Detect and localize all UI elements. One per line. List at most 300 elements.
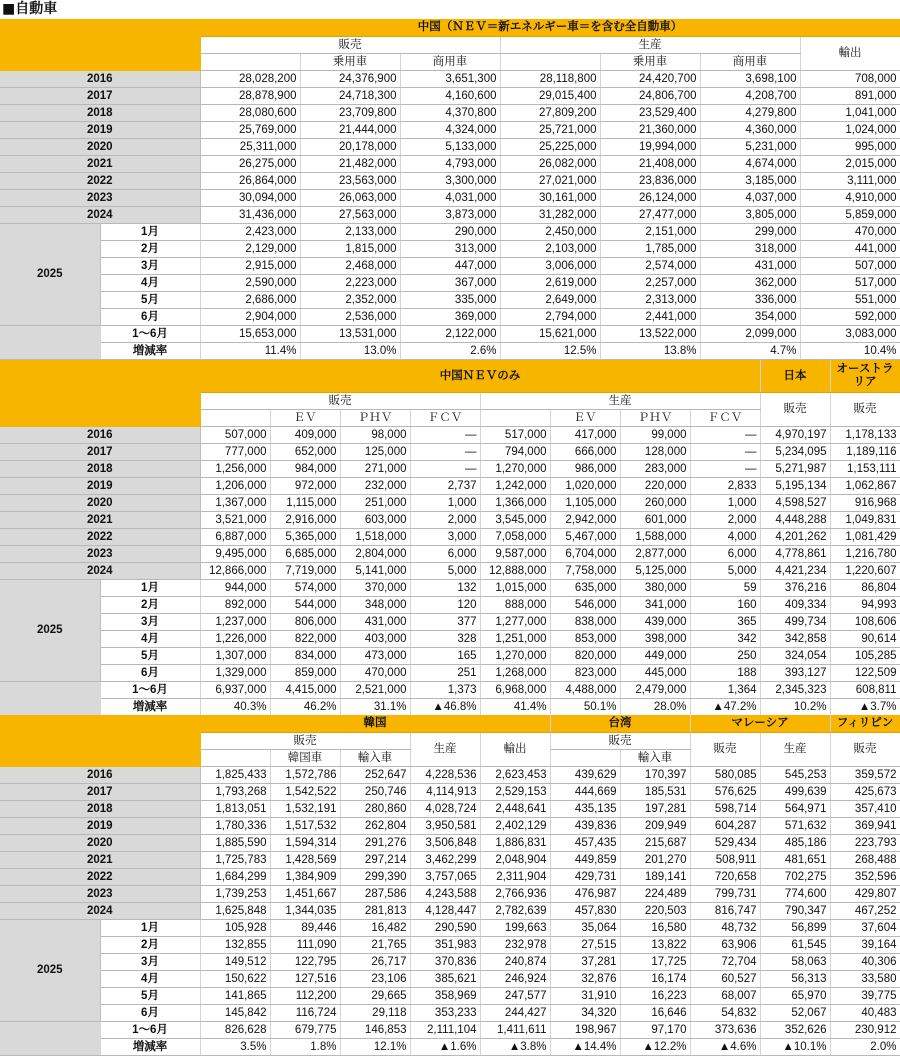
table-cell: 4,028,724 — [410, 800, 480, 817]
table-cell: 3,545,000 — [480, 511, 550, 528]
table-cell: 2.6% — [400, 342, 500, 359]
table-cell: ▲3.8% — [480, 1038, 550, 1055]
table-cell: 24,718,300 — [300, 87, 400, 104]
table-cell: 60,527 — [690, 970, 760, 987]
table-row — [0, 698, 900, 715]
table-cell: 1,886,831 — [480, 834, 550, 851]
table-cell: 19,994,000 — [600, 138, 700, 155]
table-cell: 417,000 — [550, 426, 620, 443]
table-cell: 29,118 — [340, 1004, 410, 1021]
table-cell: 2,311,904 — [480, 868, 550, 885]
table-cell: 444,669 — [550, 783, 620, 800]
table-cell: 150,622 — [200, 970, 270, 987]
year-label: 2020 — [0, 138, 200, 155]
table-cell: 1,384,909 — [270, 868, 340, 885]
table-cell: 29,665 — [340, 987, 410, 1004]
period-label: 4月 — [100, 630, 200, 647]
table-cell: 1,081,429 — [830, 528, 900, 545]
table-cell: 15,653,000 — [200, 325, 300, 342]
table-row — [0, 562, 900, 579]
table-cell: 271,000 — [340, 460, 410, 477]
page-title: ■自動車 — [2, 1, 58, 17]
table-cell: 37,281 — [550, 953, 620, 970]
table-cell: 37,604 — [830, 919, 900, 936]
table-cell: 351,983 — [410, 936, 480, 953]
table-cell: 12,888,000 — [480, 562, 550, 579]
year-2025-label: 2025 — [0, 919, 100, 1021]
table-cell: 125,000 — [340, 443, 410, 460]
period-label: 4月 — [100, 274, 200, 291]
table-cell: 4,201,262 — [760, 528, 830, 545]
table-cell: 986,000 — [550, 460, 620, 477]
table-cell: 529,434 — [690, 834, 760, 851]
table-cell: 31,282,000 — [500, 206, 600, 223]
table-cell: 377 — [410, 613, 480, 630]
table-cell: 6,704,000 — [550, 545, 620, 562]
table-cell: 185,531 — [620, 783, 690, 800]
table-cell: 2.0% — [830, 1038, 900, 1055]
table-cell: 16,646 — [620, 1004, 690, 1021]
table-cell: 5,133,000 — [400, 138, 500, 155]
table-cell: 336,000 — [700, 291, 800, 308]
table-cell: 3,000 — [410, 528, 480, 545]
table-cell: 517,000 — [480, 426, 550, 443]
table-cell: 342,858 — [760, 630, 830, 647]
table-cell: 160 — [690, 596, 760, 613]
table-cell: 369,000 — [400, 308, 500, 325]
table-cell: 28,028,200 — [200, 70, 300, 87]
asia-countries-table — [0, 715, 900, 1056]
table-cell: 353,233 — [410, 1004, 480, 1021]
table-cell: 822,000 — [270, 630, 340, 647]
table-cell: 201,270 — [620, 851, 690, 868]
table-cell: 1,251,000 — [480, 630, 550, 647]
table-cell: 3,950,581 — [410, 817, 480, 834]
japan-header: 日本 — [760, 360, 830, 392]
table-cell: 111,090 — [270, 936, 340, 953]
table-cell: 398,000 — [620, 630, 690, 647]
table-cell: 4,037,000 — [700, 189, 800, 206]
year-2025-label-continued — [0, 325, 100, 359]
table-cell: 1,049,831 — [830, 511, 900, 528]
table-cell: 132,855 — [200, 936, 270, 953]
table-cell: 9,495,000 — [200, 545, 270, 562]
table-cell: 1,813,051 — [200, 800, 270, 817]
table-cell: 31,910 — [550, 987, 620, 1004]
table-row — [0, 460, 900, 477]
table-cell: 603,000 — [340, 511, 410, 528]
table-cell: 20,178,000 — [300, 138, 400, 155]
table-cell: 4,415,000 — [270, 681, 340, 698]
table-cell: 3,185,000 — [700, 172, 800, 189]
table-row — [0, 766, 900, 783]
table-cell: 1,451,667 — [270, 885, 340, 902]
period-label: 増減率 — [100, 342, 200, 359]
table-cell: 1,572,786 — [270, 766, 340, 783]
period-label: 1月 — [100, 919, 200, 936]
table-cell: 25,769,000 — [200, 121, 300, 138]
table-cell: 28,118,800 — [500, 70, 600, 87]
table-cell: 1,015,000 — [480, 579, 550, 596]
year-label: 2022 — [0, 172, 200, 189]
table-cell: 799,731 — [690, 885, 760, 902]
table-cell: 108,606 — [830, 613, 900, 630]
year-label: 2024 — [0, 206, 200, 223]
table-cell: 6,937,000 — [200, 681, 270, 698]
table-cell: 891,000 — [800, 87, 900, 104]
table-cell: 28,080,600 — [200, 104, 300, 121]
table-cell: 21,360,000 — [600, 121, 700, 138]
table-cell: 4,488,000 — [550, 681, 620, 698]
table-cell: 27,809,200 — [500, 104, 600, 121]
production-group-header: 生産 — [500, 36, 800, 53]
table-cell: 702,275 — [760, 868, 830, 885]
period-label: 1～6月 — [100, 1021, 200, 1038]
table-cell: 666,000 — [550, 443, 620, 460]
table-cell: 342 — [690, 630, 760, 647]
table-cell: 546,000 — [550, 596, 620, 613]
year-2025-label: 2025 — [0, 223, 100, 325]
table-cell: 4,674,000 — [700, 155, 800, 172]
table-cell: 777,000 — [200, 443, 270, 460]
period-label: 1～6月 — [100, 681, 200, 698]
table-cell: 447,000 — [400, 257, 500, 274]
table-row — [0, 189, 900, 206]
table-cell: — — [410, 443, 480, 460]
table-row — [0, 868, 900, 885]
year-2025-label-continued — [0, 681, 100, 715]
table-cell: 1,364 — [690, 681, 760, 698]
table-cell: 291,276 — [340, 834, 410, 851]
table-cell: 122,795 — [270, 953, 340, 970]
table-cell: 4,793,000 — [400, 155, 500, 172]
table-cell: 2,352,000 — [300, 291, 400, 308]
nev-production-group-header: 生産 — [480, 392, 760, 409]
table-cell: 23,709,800 — [300, 104, 400, 121]
table-cell: 365 — [690, 613, 760, 630]
table-cell: 507,000 — [800, 257, 900, 274]
table-cell: 1,428,569 — [270, 851, 340, 868]
table-cell: 457,830 — [550, 902, 620, 919]
table-cell: 5,467,000 — [550, 528, 620, 545]
table-cell: 215,687 — [620, 834, 690, 851]
table-cell: 352,596 — [830, 868, 900, 885]
table-cell: 1,815,000 — [300, 240, 400, 257]
table-cell: 1,062,867 — [830, 477, 900, 494]
table-cell: 30,094,000 — [200, 189, 300, 206]
table-cell: 439,000 — [620, 613, 690, 630]
table-cell: 199,663 — [480, 919, 550, 936]
table-cell: 1,625,848 — [200, 902, 270, 919]
table-cell: 290,590 — [410, 919, 480, 936]
table-cell: 54,832 — [690, 1004, 760, 1021]
table-cell: 61,545 — [760, 936, 830, 953]
table-cell: 2,619,000 — [500, 274, 600, 291]
table-cell: 5,859,000 — [800, 206, 900, 223]
table-cell: 13.0% — [300, 342, 400, 359]
table-cell: 112,200 — [270, 987, 340, 1004]
table-cell: 223,793 — [830, 834, 900, 851]
table-cell: 188 — [690, 664, 760, 681]
table-cell: 26,717 — [340, 953, 410, 970]
table-cell: 2,468,000 — [300, 257, 400, 274]
table-cell: 105,928 — [200, 919, 270, 936]
table-cell: 576,625 — [690, 783, 760, 800]
table-cell: 4,778,861 — [760, 545, 830, 562]
table-cell: 2,151,000 — [600, 223, 700, 240]
table-cell: 2,536,000 — [300, 308, 400, 325]
table-cell: 16,223 — [620, 987, 690, 1004]
nev-production-fcv-header: ＦＣＶ — [690, 409, 760, 426]
table-cell: 508,911 — [690, 851, 760, 868]
table-cell: 1,329,000 — [200, 664, 270, 681]
taiwan-sales-total-header — [550, 749, 620, 766]
table-cell: 25,225,000 — [500, 138, 600, 155]
korea-header: 韓国 — [200, 715, 550, 732]
table-cell: — — [690, 460, 760, 477]
period-label: 6月 — [100, 308, 200, 325]
period-label: 3月 — [100, 613, 200, 630]
table-cell: 708,000 — [800, 70, 900, 87]
table-row — [0, 783, 900, 800]
table-row — [0, 681, 900, 698]
table-cell: 1,825,433 — [200, 766, 270, 783]
nev-sales-ev-header: ＥＶ — [270, 409, 340, 426]
year-label: 2019 — [0, 817, 200, 834]
period-label: 1月 — [100, 223, 200, 240]
period-label: 5月 — [100, 291, 200, 308]
table-cell: 86,804 — [830, 579, 900, 596]
table-cell: 23,106 — [340, 970, 410, 987]
table-cell: 348,000 — [340, 596, 410, 613]
table-cell: 3,300,000 — [400, 172, 500, 189]
table-cell: 21,444,000 — [300, 121, 400, 138]
table-cell: 290,000 — [400, 223, 500, 240]
table-cell: 6,968,000 — [480, 681, 550, 698]
table-cell: 328 — [410, 630, 480, 647]
table-row — [0, 206, 900, 223]
table-cell: 2,942,000 — [550, 511, 620, 528]
table-cell: 283,000 — [620, 460, 690, 477]
table-row — [0, 936, 900, 953]
malaysia-production-header: 生産 — [760, 732, 830, 766]
table-cell: 2,099,000 — [700, 325, 800, 342]
table-cell: 2,103,000 — [500, 240, 600, 257]
china-nev-table — [0, 360, 900, 716]
table-cell: 357,410 — [830, 800, 900, 817]
table-cell: 2,686,000 — [200, 291, 300, 308]
table-row — [0, 511, 900, 528]
table-cell: 457,435 — [550, 834, 620, 851]
table-cell: 197,281 — [620, 800, 690, 817]
table-cell: 4,031,000 — [400, 189, 500, 206]
period-label: 5月 — [100, 647, 200, 664]
table-cell: 149,512 — [200, 953, 270, 970]
table-cell: 2,122,000 — [400, 325, 500, 342]
table-cell: 385,621 — [410, 970, 480, 987]
table-cell: 13,522,000 — [600, 325, 700, 342]
table-cell: 13,531,000 — [300, 325, 400, 342]
table-cell: 26,864,000 — [200, 172, 300, 189]
table-cell: 224,489 — [620, 885, 690, 902]
table-cell: 170,397 — [620, 766, 690, 783]
table-row — [0, 325, 900, 342]
table-cell: 2,915,000 — [200, 257, 300, 274]
table-cell: 435,135 — [550, 800, 620, 817]
table-cell: 262,804 — [340, 817, 410, 834]
table-cell: 601,000 — [620, 511, 690, 528]
table-row — [0, 172, 900, 189]
table-corner — [0, 360, 200, 426]
year-label: 2017 — [0, 443, 200, 460]
year-label: 2020 — [0, 494, 200, 511]
table-cell: 26,124,000 — [600, 189, 700, 206]
table-cell: 1,105,000 — [550, 494, 620, 511]
table-cell: 425,673 — [830, 783, 900, 800]
table-cell: 34,320 — [550, 1004, 620, 1021]
table-cell: 10.4% — [800, 342, 900, 359]
table-cell: 5,141,000 — [340, 562, 410, 579]
table-cell: 58,063 — [760, 953, 830, 970]
table-cell: 2,649,000 — [500, 291, 600, 308]
table-cell: 232,000 — [340, 477, 410, 494]
table-cell: 995,000 — [800, 138, 900, 155]
table-cell: 481,651 — [760, 851, 830, 868]
table-row — [0, 1038, 900, 1055]
table-cell: 21,482,000 — [300, 155, 400, 172]
table-cell: 3,651,300 — [400, 70, 500, 87]
table-cell: 209,949 — [620, 817, 690, 834]
table-cell: 2,345,323 — [760, 681, 830, 698]
table-cell: 370,836 — [410, 953, 480, 970]
table-row — [0, 987, 900, 1004]
table-cell: 409,334 — [760, 596, 830, 613]
production-commercial-header: 商用車 — [700, 53, 800, 70]
table-cell: 3,757,065 — [410, 868, 480, 885]
table-cell: 823,000 — [550, 664, 620, 681]
table-cell: 16,174 — [620, 970, 690, 987]
australia-sales-header: 販売 — [830, 392, 900, 426]
table-cell: 1,366,000 — [480, 494, 550, 511]
table-cell: 3,805,000 — [700, 206, 800, 223]
table-cell: 3,006,000 — [500, 257, 600, 274]
table-row — [0, 953, 900, 970]
table-cell: 1,000 — [410, 494, 480, 511]
table-cell: 1,517,532 — [270, 817, 340, 834]
korea-sales-group-header: 販売 — [200, 732, 410, 749]
table-cell: 26,063,000 — [300, 189, 400, 206]
nev-sales-phv-header: ＰＨＶ — [340, 409, 410, 426]
table-row — [0, 121, 900, 138]
table-cell: 984,000 — [270, 460, 340, 477]
table-cell: 9,587,000 — [480, 545, 550, 562]
table-cell: ▲12.2% — [620, 1038, 690, 1055]
table-cell: 362,000 — [700, 274, 800, 291]
table-cell: 90,614 — [830, 630, 900, 647]
table-row — [0, 528, 900, 545]
table-cell: 439,629 — [550, 766, 620, 783]
year-label: 2023 — [0, 189, 200, 206]
table-cell: 39,164 — [830, 936, 900, 953]
table-cell: 3,521,000 — [200, 511, 270, 528]
table-cell: 33,580 — [830, 970, 900, 987]
exports-header: 輸出 — [800, 36, 900, 70]
australia-header: オーストラリア — [830, 360, 900, 392]
year-label: 2020 — [0, 834, 200, 851]
table-cell: 16,482 — [340, 919, 410, 936]
table-cell: 2,448,641 — [480, 800, 550, 817]
year-label: 2021 — [0, 155, 200, 172]
table-cell: 441,000 — [800, 240, 900, 257]
table-cell: 15,621,000 — [500, 325, 600, 342]
table-cell: 281,813 — [340, 902, 410, 919]
table-cell: 63,906 — [690, 936, 760, 953]
table-cell: 4,228,536 — [410, 766, 480, 783]
table-cell: 128,000 — [620, 443, 690, 460]
year-2025-label: 2025 — [0, 579, 100, 681]
table-cell: 1,024,000 — [800, 121, 900, 138]
table-cell: 28,878,900 — [200, 87, 300, 104]
table-cell: 790,347 — [760, 902, 830, 919]
table-cell: 373,636 — [690, 1021, 760, 1038]
table-cell: 56,313 — [760, 970, 830, 987]
table-cell: 27,563,000 — [300, 206, 400, 223]
table-cell: 892,000 — [200, 596, 270, 613]
table-cell: 250 — [690, 647, 760, 664]
table-cell: 369,941 — [830, 817, 900, 834]
table-cell: 2,313,000 — [600, 291, 700, 308]
table-cell: 2,529,153 — [480, 783, 550, 800]
table-cell: 268,488 — [830, 851, 900, 868]
period-label: 1月 — [100, 579, 200, 596]
table-cell: 485,186 — [760, 834, 830, 851]
table-cell: 652,000 — [270, 443, 340, 460]
table-cell: 1,277,000 — [480, 613, 550, 630]
table-cell: 820,000 — [550, 647, 620, 664]
table-cell: 4,160,600 — [400, 87, 500, 104]
period-label: 5月 — [100, 987, 200, 1004]
table-cell: 2,000 — [690, 511, 760, 528]
table-cell: 5,125,000 — [620, 562, 690, 579]
table-cell: 40,483 — [830, 1004, 900, 1021]
table-cell: 24,376,900 — [300, 70, 400, 87]
table-cell: 1,373 — [410, 681, 480, 698]
sales-group-header: 販売 — [200, 36, 500, 53]
table-cell: 287,586 — [340, 885, 410, 902]
table-row — [0, 426, 900, 443]
table-cell: 1,885,590 — [200, 834, 270, 851]
year-label: 2016 — [0, 426, 200, 443]
table-cell: 29,015,400 — [500, 87, 600, 104]
table-row — [0, 308, 900, 325]
table-cell: 376,216 — [760, 579, 830, 596]
table-cell: 5,365,000 — [270, 528, 340, 545]
table-cell: 65,970 — [760, 987, 830, 1004]
table-cell: 1,780,336 — [200, 817, 270, 834]
year-label: 2016 — [0, 766, 200, 783]
table-cell: 1,000 — [690, 494, 760, 511]
table-cell: 26,275,000 — [200, 155, 300, 172]
table-cell: 439,836 — [550, 817, 620, 834]
taiwan-imported-header: 輸入車 — [620, 749, 690, 766]
table-cell: ▲4.6% — [690, 1038, 760, 1055]
malaysia-header: マレーシア — [690, 715, 830, 732]
table-cell: 370,000 — [340, 579, 410, 596]
table-cell: 3.5% — [200, 1038, 270, 1055]
table-cell: 89,446 — [270, 919, 340, 936]
table-cell: ▲3.7% — [830, 698, 900, 715]
table-cell: 720,658 — [690, 868, 760, 885]
